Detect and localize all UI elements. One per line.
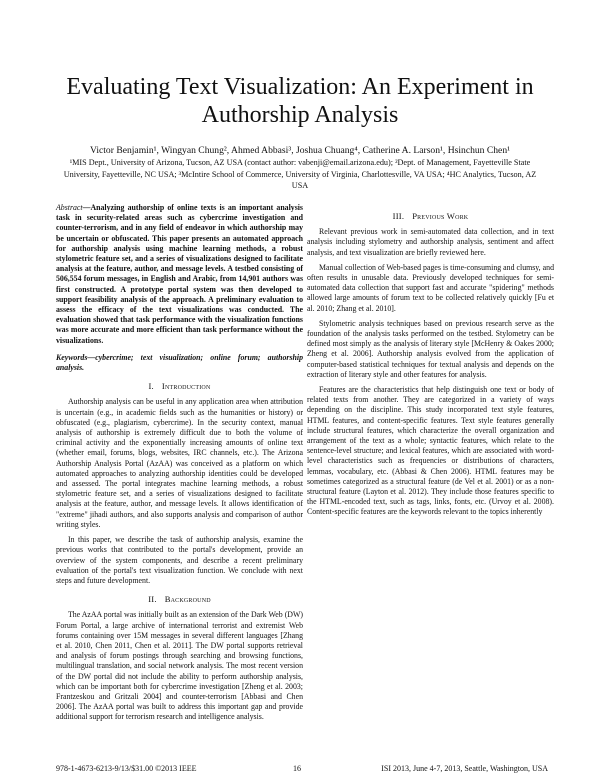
keywords: Keywords—cybercrime; text visualization; online forum; authorship analysis. [56,352,303,373]
abstract-text: —Analyzing authorship of online texts is an important analysis task in security-related areas such as cybercrime investigation and counter-terrorism, and in any field of endeavor in which authorship may be uncertain or obfuscated. This paper presents an automated approach for authorship analysis using machine learning methods, a robust stylometric feature set, and a series of visualizations designed to facilitate analysis at the feature, author, and message levels. A testbed consisting of 506,554 forum messages, in English and Arabic, from 14,901 authors was first constructed. A prototype portal system was then developed to support feasibility analysis of the approach. A preliminary evaluation to assess the efficacy of the text visualizations was conducted. The evaluation showed that task performance with the visualization functions was more accurate and more efficient than task performance without the visualizations. [56,203,303,345]
paragraph: Stylometric analysis techniques based on previous research serve as the foundation of the analysis tasks performed on the testbed. Stylometry can be defined most simply as the analysis of literary style [McHenry & Oakes 2000; Zheng et al. 2006]. Authorship analysis evolved from the application of computer-based statistical techniques for textual analysis and depends on the extraction of literary style and other features for analysis. [307,318,554,379]
paragraph: Relevant previous work in semi-automated data collection, and in text analysis including stylometry and authorship analysis, sentiment and affect analysis, and text visualization are briefly reviewed here. [307,227,554,257]
paragraph-continued: The AzAA portal was initially built as an extension of the Dark Web (DW) Forum Portal, a large archive of international terrorist and extremist Web forums containing over 15M messages in several different languages [Zhang et al. 2010, Chen 2011, Chen et al. 2011]. The DW portal supports retrieval and analysis of forum postings through searching and browsing functions, multilingual translation, and social network analysis. The most recent version of the DW portal did not include the ability to perform authorship analysis, which can be important both for cybercrime investigation [Zheng et al. 2003; Frantzeskou and Gritzali 2004] and counter-terrorism [Abbasi and Chen 2006]. The AzAA portal was built to address this important gap and provide additional support for terrorism research and intelligence analysis. [56,610,303,722]
section-title: Introduction [161,381,211,392]
title-line-2: Authorship Analysis [201,102,399,128]
section-number: II. [148,594,157,605]
page-number: 16 [293,764,301,773]
author-list: Victor Benjamin¹, Wingyan Chung², Ahmed Abbasi³, Joshua Chuang⁴, Catherine A. Larson¹, Hsinchun Chen¹ [89,145,510,156]
paragraph: Authorship analysis can be useful in any application area when attribution is uncertain (e.g., in academic fields such as the humanities or history) or obfuscated (e.g., plagiarism, cybercrime). In the security context, manual analysis of authorship is extremely difficult due to both the volume of criminal activity and the exponentially increasing amounts of online text (whether email, forums, blogs, websites, IRC channels, etc.). The Arizona Authorship Analysis Portal (AzAA) was conceived as a platform on which automated approaches to analyzing authorship identities could be developed and assessed. The portal integrates machine learning methods, a robust stylometric feature set, and a series of visualizations designed to facilitate analysis at the feature, author, and message levels. It allows identification of "extreme" jihadi authors, and also supports analysis and comparison of author writing styles. [56,397,303,529]
section-title: Background [164,594,211,605]
abstract [56,203,303,346]
footer-isbn: 978-1-4673-6213-9/13/$31.00 ©2013 IEEE [56,764,197,773]
section-title: Previous Work [412,211,469,221]
section-number: I. [148,381,154,392]
title-line-1: Evaluating Text Visualization: An Experiment in [66,74,534,100]
paragraph: In this paper, we describe the task of authorship analysis, examine the previous works that contributed to the portal's development, provide an overview of the system components, and describe a recent preliminary evaluation of the portal's text visualization function. We conclude with next steps and future development. [56,535,303,585]
right-column [307,203,554,523]
section-number: III. [392,211,405,221]
abstract-label: Abstract [56,203,83,212]
footer-venue: ISI 2013, June 4-7, 2013, Seattle, Washington, USA [381,764,548,773]
left-column [56,203,303,728]
paper-title [40,73,560,129]
affiliations: ¹MIS Dept., University of Arizona, Tucson, AZ USA (contact author: vabenji@email.arizona.edu); ²Dept. of Management, Fayetteville State University, Fayetteville, NC USA; ³McIntire School of Commerce, University of Virginia, Charlottesville, VA USA; ⁴HC Analytics, Tucson, AZ USA [63,158,537,190]
section-heading-previous-work [307,211,554,221]
section-heading-introduction [56,381,303,391]
section-heading-background [56,594,303,604]
paragraph: Features are the characteristics that help distinguish one text or body of related texts from another. They are categorized in a variety of ways depending on the discipline. This study incorporated text style features, HTML features, and content-specific features. Text style features generally include structural features, which characterize the overall organization and arrangement of the text as a whole; syntactic features, which relate to the sentence-level structure; and lexical features, which are associated with word-level characteristics such as frequencies or distributions of characters, lemmas, vocabulary, etc. (Abbasi & Chen 2006). HTML features may be sometimes categorized as a structural feature (de Vel et al. 2001) or as a non-structural feature (Layton et al. 2012). They include those features specific to the HTML-encoded text, such as tags, links, fonts, etc. (Urvoy et al. 2008). Content-specific features are the keywords relevant to the topics inherently [307,385,554,517]
paragraph: Manual collection of Web-based pages is time-consuming and clumsy, and often results in unusable data. Previously developed techniques for semi-automated data collection that support fast and accurate "spidering" methods allowed large amounts of forum text to be collected relatively quickly [Fu et al. 2010; Zhang et al. 2010]. [307,262,554,313]
